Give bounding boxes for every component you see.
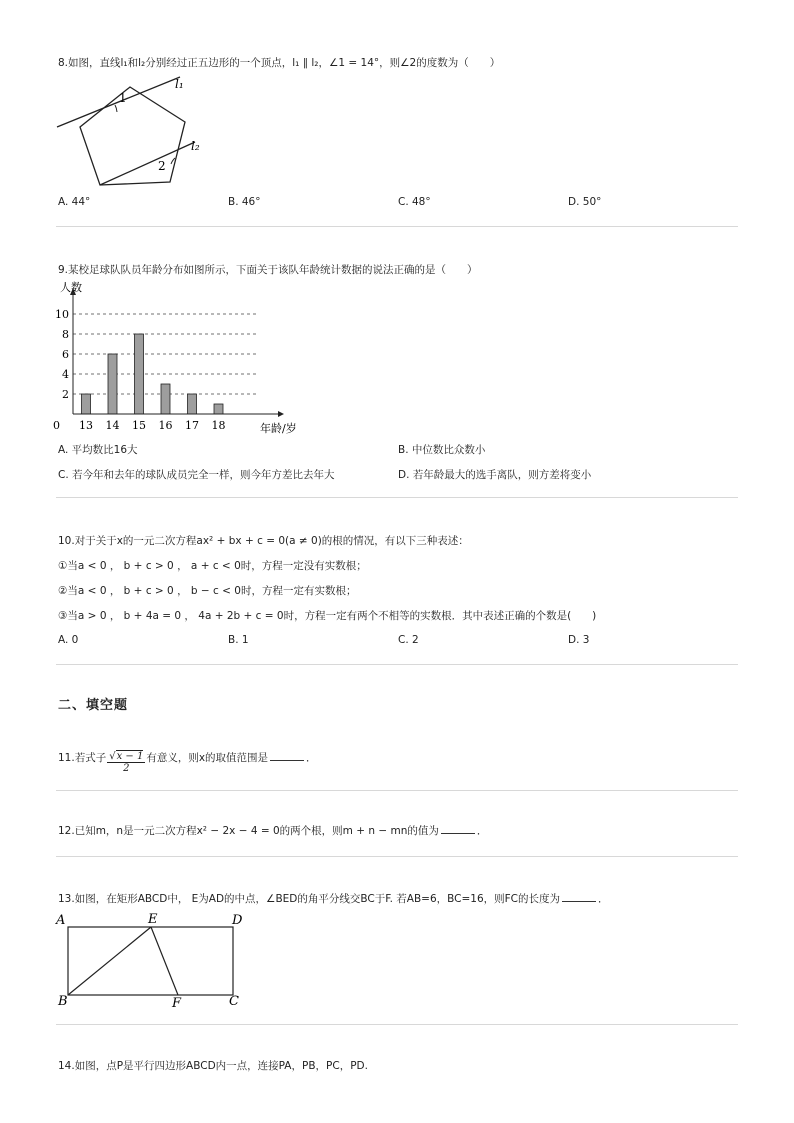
x-axis-arrow [278,411,284,417]
q13-answer-blank[interactable] [562,891,596,902]
q9-stem: 9.某校足球队队员年龄分布如图所示，下面关于该队年龄统计数据的说法正确的是（ ） [58,264,478,276]
bar-age-18 [214,404,223,414]
q10-option-c[interactable]: C. 2 [398,634,419,646]
y-tick-label: 10 [55,308,69,321]
bar-age-16 [161,384,170,414]
q13-rectangle-figure [52,905,252,1013]
q8-option-a[interactable]: A. 44° [58,196,91,208]
label-l1: l₁ [175,77,184,91]
divider [56,226,738,227]
bar-age-14 [108,354,117,414]
q11-denominator: 2 [123,763,130,774]
y-tick-label: 6 [62,348,69,361]
section-title: 二、填空题 [58,698,129,713]
q11-stem [58,750,317,774]
q13-prefix: 13.如图，在矩形ABCD中， E为AD的中点，∠BED的角平分线交BC于F. 若AB=6，BC=16，则FC的长度为 [58,893,561,905]
divider [56,790,738,791]
bar-age-13 [82,394,91,414]
line-l2 [100,142,195,185]
divider [56,856,738,857]
q11-fraction: $\frac{√x - 1}{2}$ [109,751,144,774]
q8-stem: 8.如图，直线l₁和l₂分别经过正五边形的一个顶点，l₁ ∥ l₂，∠1 = 14°，则∠2的度数为（ ） [58,57,501,69]
q13-stem [58,891,609,906]
point-c-label: C [229,994,239,1009]
divider [56,664,738,665]
q8-option-b[interactable]: B. 46° [228,196,261,208]
x-tick-label: 13 [79,419,93,432]
angle-1-arc [115,105,117,112]
rectangle-abcd [68,927,233,995]
q11-suffix: 有意义，则x的取值范围是 [146,752,269,764]
q9-option-c[interactable]: C. 若今年和去年的球队成员完全一样，则今年方差比去年大 [58,469,335,481]
q11-end: ． [306,752,317,764]
q12-end: ． [476,825,488,837]
point-a-label: A [56,913,66,928]
q14-stem: 14.如图，点P是平行四边形ABCD内一点，连接PA，PB，PC，PD. [58,1060,368,1072]
age-bar-chart [48,278,298,436]
q8-pentagon-figure [55,72,215,190]
q12-prefix: 12.已知m，n是一元二次方程x² − 2x − 4 = 0的两个根，则m + n − mn的值为 [58,825,439,837]
q10-stem: 10.对于关于x的一元二次方程ax² + bx + c = 0(a ≠ 0)的根的情况，有以下三种表述： [58,535,469,547]
y-tick-label: 8 [62,328,69,341]
q11-prefix: 11.若式子 [58,752,107,764]
y-tick-label: 0 [53,419,60,432]
q8-option-d[interactable]: D. 50° [568,196,602,208]
x-tick-label: 16 [158,419,173,432]
q12-stem [58,823,487,838]
q10-option-d[interactable]: D. 3 [568,634,590,646]
point-f-label: F [172,996,182,1011]
q10-statement-1: ①当a < 0 ， b + c > 0 ， a + c < 0时，方程一定没有实数根； [58,560,367,572]
q11-numerator: x − 1 [116,751,144,762]
label-angle-1: 1 [119,91,127,105]
x-tick-label: 18 [211,419,226,432]
divider [56,497,738,498]
point-b-label: B [58,994,68,1009]
q10-statement-3: ③当a > 0 ， b + 4a = 0 ， 4a + 2b + c = 0时，方程一定有两个不相等的实数根．其中表述正确的个数是( ) [58,610,597,622]
y-tick-label: 2 [62,388,69,401]
y-tick-label: 4 [62,368,69,381]
segment-ef [151,927,178,995]
q8-option-c[interactable]: C. 48° [398,196,431,208]
q10-statement-2: ②当a < 0 ， b + c > 0 ， b − c < 0时，方程一定有实数根； [58,585,357,597]
q10-option-b[interactable]: B. 1 [228,634,249,646]
segment-be [68,927,151,995]
bar-age-17 [188,394,197,414]
bar-age-15 [135,334,144,414]
q9-option-a[interactable]: A. 平均数比16大 [58,444,138,456]
point-d-label: D [232,913,243,928]
x-tick-label: 15 [132,419,146,432]
q9-option-d[interactable]: D. 若年龄最大的选手离队，则方差将变小 [398,469,592,481]
q10-option-a[interactable]: A. 0 [58,634,79,646]
divider [56,1024,738,1025]
q12-answer-blank[interactable] [441,823,475,834]
q11-answer-blank[interactable] [270,750,304,761]
q9-option-b[interactable]: B. 中位数比众数小 [398,444,486,456]
label-angle-2: 2 [158,159,166,173]
label-l2: l₂ [191,139,200,153]
x-tick-label: 14 [105,419,120,432]
y-axis-label: 人数 [60,281,82,294]
x-axis-label: 年龄/岁 [260,422,297,435]
q13-end: ． [598,893,609,905]
x-tick-label: 17 [185,419,199,432]
point-e-label: E [148,912,158,927]
